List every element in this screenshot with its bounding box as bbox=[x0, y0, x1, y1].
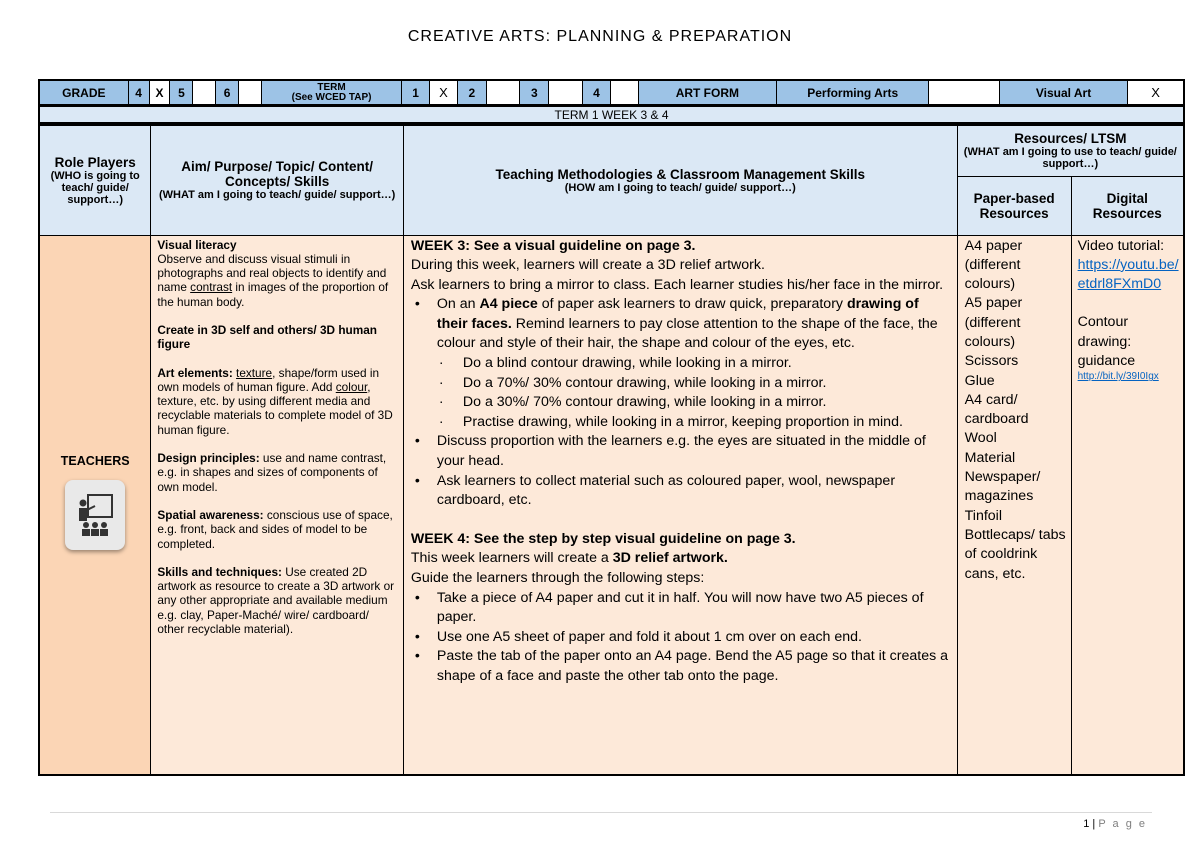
resources-header bbox=[957, 125, 1184, 176]
list-item: A4 card/ cardboard bbox=[964, 391, 1029, 428]
list-item: • Discuss proportion with the learners e.g. the eyes are situated in the middle of your head. bbox=[411, 432, 951, 471]
grade-4: 4 bbox=[128, 80, 149, 105]
grade-5: 5 bbox=[170, 80, 193, 105]
list-item: A4 paper (different colours) bbox=[964, 237, 1023, 293]
list-item: • Use one A5 sheet of paper and fold it about 1 cm over on each end. bbox=[411, 628, 951, 648]
planning-table bbox=[38, 124, 1185, 776]
list-item: Material bbox=[964, 449, 1016, 466]
page-word: P a g e bbox=[1098, 818, 1147, 830]
list-item: • On an A4 piece of paper ask learners to draw quick, preparatory drawing of their faces. Remind learners to pay close attention to the shape of the face, the colour and style of their hair, the shape and colour of the eyes, etc. bbox=[411, 295, 951, 354]
resources-title: Resources/ LTSM bbox=[1014, 131, 1127, 147]
paper-resources-header: Paper-based Resources bbox=[957, 176, 1071, 235]
term-1: 1 bbox=[402, 80, 430, 105]
performing-arts-label: Performing Arts bbox=[776, 80, 928, 105]
footer-divider bbox=[50, 812, 1152, 813]
week4-intro-2: Guide the learners through the following steps: bbox=[410, 570, 705, 586]
aim-p1-title: Visual literacy bbox=[157, 237, 237, 252]
list-item: Newspaper/ magazines bbox=[964, 469, 1041, 505]
methods-title: Teaching Methodologies & Classroom Management Skills bbox=[495, 166, 866, 182]
role-player-name: TEACHERS bbox=[60, 454, 130, 469]
week3-list bbox=[411, 295, 951, 511]
paper-resources-list bbox=[957, 235, 1071, 775]
list-item: • Ask learners to collect material such as coloured paper, wool, newspaper cardboard, etc. bbox=[411, 472, 951, 511]
role-players-title: Role Players bbox=[54, 154, 136, 170]
resources-subtitle: (WHAT am I going to use to teach/ guide/ support…) bbox=[963, 146, 1177, 171]
performing-arts-mark bbox=[929, 80, 1000, 105]
grade-term-header bbox=[38, 79, 1185, 106]
contour-drawing-link[interactable]: http://bit.ly/39I0Igx bbox=[1077, 371, 1159, 383]
digital-resources-header: Digital Resources bbox=[1071, 176, 1184, 235]
digital-resources-list bbox=[1071, 235, 1184, 775]
visual-art-label: Visual Art bbox=[999, 80, 1127, 105]
term-3-mark bbox=[549, 80, 583, 105]
aim-skills-techniques: Skills and techniques: Use created 2D artwork as resource to create a 3D artwork or any other appropriate and available medium e.g. clay, Paper-Maché/ wire/ cardboard/ other recyclable material). bbox=[157, 564, 395, 637]
week4-intro-1: This week learners will create a 3D relief artwork. bbox=[410, 550, 728, 567]
grade-6: 6 bbox=[216, 80, 239, 105]
week4-heading: WEEK 4: See the step by step visual guideline on page 3. bbox=[410, 530, 796, 547]
grade-5-mark bbox=[193, 80, 216, 105]
list-item: Wool bbox=[964, 430, 997, 447]
term-title: TERM bbox=[317, 81, 346, 93]
aim-spatial-awareness: Spatial awareness: conscious use of space, e.g. front, back and sides of model to be completed. bbox=[157, 507, 393, 551]
grade-4-mark: X bbox=[149, 80, 170, 105]
page-number: 1 bbox=[1083, 818, 1090, 830]
list-item: • Paste the tab of the paper onto an A4 page. Bend the A5 page so that it creates a shape of a face and paste the other tab onto the page. bbox=[411, 647, 951, 686]
methods-header bbox=[403, 125, 957, 235]
methods-content bbox=[403, 235, 957, 775]
list-item: Scissors bbox=[964, 353, 1019, 370]
document-title: CREATIVE ARTS: PLANNING & PREPARATION bbox=[407, 28, 793, 45]
page-footer: 1 | P a g e bbox=[1083, 818, 1147, 830]
week-title: TERM 1 WEEK 3 & 4 bbox=[38, 106, 1185, 124]
list-item: Bottlecaps/ tabs of cooldrink cans, etc. bbox=[964, 526, 1066, 582]
aim-design-principles: Design principles: use and name contrast, e.g. in shapes and sizes of components of own model. bbox=[157, 451, 387, 494]
art-form-label: ART FORM bbox=[638, 80, 776, 105]
term-2-mark bbox=[486, 80, 520, 105]
aim-art-elements: Art elements: texture, shape/form used in own models of human figure. Add colour, texture, etc. by using different media and recyclable materials to complete model of 3D human figure. bbox=[157, 365, 393, 437]
list-item: Tinfoil bbox=[964, 507, 1002, 524]
role-players-header bbox=[39, 125, 151, 235]
role-player-cell bbox=[39, 235, 151, 775]
aim-visual-literacy: Visual literacy Observe and discuss visual stimuli in photographs and real objects to identify and name contrast in images of the proportion of the human body. bbox=[157, 237, 389, 309]
aim-title: Aim/ Purpose/ Topic/ Content/ Concepts/ Skills bbox=[181, 159, 373, 190]
week3-intro-2: Ask learners to bring a mirror to class. Each learner studies his/her face in the mirror. bbox=[410, 276, 944, 293]
aim-subtitle: (WHAT am I going to teach/ guide/ support…) bbox=[158, 189, 396, 202]
aim-header bbox=[151, 125, 404, 235]
week3-intro-1: During this week, learners will create a 3D relief artwork. bbox=[410, 257, 765, 274]
grade-6-mark bbox=[239, 80, 262, 105]
term-3: 3 bbox=[520, 80, 549, 105]
aim-content bbox=[151, 235, 404, 775]
contour-drawing-label: Contour drawing: guidance bbox=[1077, 314, 1136, 369]
week3-heading: WEEK 3: See a visual guideline on page 3. bbox=[410, 237, 696, 254]
video-tutorial-label: Video tutorial: bbox=[1077, 237, 1165, 254]
list-item: · Do a 70%/ 30% contour drawing, while looking in a mirror. bbox=[411, 374, 951, 394]
term-1-mark: X bbox=[430, 80, 458, 105]
grade-label: GRADE bbox=[39, 80, 128, 105]
term-2: 2 bbox=[457, 80, 486, 105]
list-item: A5 paper (different colours) bbox=[964, 295, 1023, 350]
aim-create-3d: Create in 3D self and others/ 3D human figure bbox=[157, 322, 377, 352]
methods-subtitle: (HOW am I going to teach/ guide/ support…) bbox=[564, 181, 796, 194]
role-players-subtitle: (WHO is going to teach/ guide/ support…) bbox=[50, 169, 140, 206]
week4-list bbox=[411, 589, 951, 687]
teacher-presentation-icon bbox=[65, 480, 125, 550]
video-tutorial-link[interactable]: https://youtu.be/etdrl8FXmD0 bbox=[1077, 256, 1179, 293]
list-item: · Do a 30%/ 70% contour drawing, while looking in a mirror. bbox=[411, 393, 951, 413]
visual-art-mark: X bbox=[1128, 80, 1184, 105]
list-item: • Take a piece of A4 paper and cut it in half. You will now have two A5 pieces of paper. bbox=[411, 589, 951, 628]
term-4: 4 bbox=[583, 80, 611, 105]
list-item: · Do a blind contour drawing, while looking in a mirror. bbox=[411, 354, 951, 374]
term-4-mark bbox=[610, 80, 638, 105]
list-item: Glue bbox=[964, 372, 995, 389]
term-subtitle: (See WCED TAP) bbox=[291, 91, 372, 103]
list-item: · Practise drawing, while looking in a mirror, keeping proportion in mind. bbox=[411, 413, 951, 433]
term-label bbox=[261, 80, 401, 105]
